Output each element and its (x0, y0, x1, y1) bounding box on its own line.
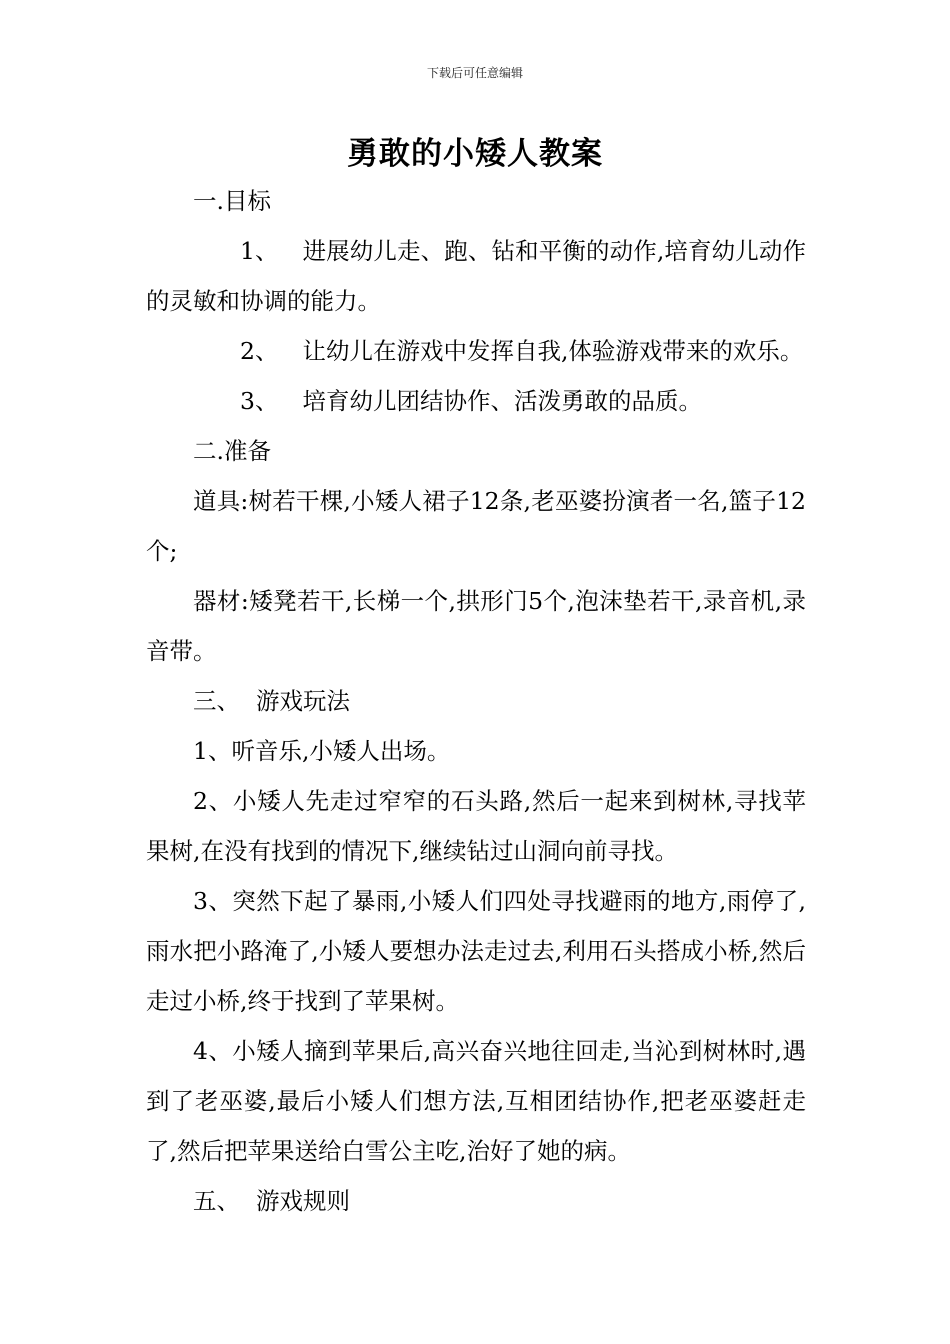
goal-item-1-number: 1、 (240, 237, 279, 265)
section-5-text: 游戏规则 (256, 1187, 350, 1215)
gameplay-step-1: 1、听音乐,小矮人出场。 (193, 737, 451, 765)
equipment-paragraph: 器材:矮凳若干,长梯一个,拱形门5个,泡沫垫若干,录音机,录音带。 (146, 587, 806, 665)
section-3-text: 游戏玩法 (256, 687, 350, 715)
document-title: 勇敢的小矮人教案 (347, 136, 603, 172)
section-heading-goals: 一.目标 (193, 187, 271, 215)
gameplay-step-3: 3、突然下起了暴雨,小矮人们四处寻找避雨的地方,雨停了,雨水把小路淹了,小矮人要想办法走过去,利用石头搭成小桥,然后走过小桥,终于找到了苹果树。 (146, 887, 806, 1015)
goal-item-2-text: 让幼儿在游戏中发挥自我,体验游戏带来的欢乐。 (302, 337, 804, 365)
props-paragraph: 道具:树若干棵,小矮人裙子12条,老巫婆扮演者一名,篮子12个; (146, 487, 806, 565)
goal-item-3-number: 3、 (240, 387, 279, 415)
goal-item-2-number: 2、 (240, 337, 279, 365)
gameplay-step-4: 4、小矮人摘到苹果后,高兴奋兴地往回走,当沁到树林时,遇到了老巫婆,最后小矮人们想方法,互相团结协作,把老巫婆赶走了,然后把苹果送给白雪公主吃,治好了她的病。 (146, 1037, 806, 1165)
section-heading-rules (146, 1176, 806, 1226)
section-heading-gameplay (146, 676, 806, 726)
section-5-number: 五、 (193, 1187, 240, 1215)
section-3-number: 三、 (193, 687, 240, 715)
page-header: 下载后可任意编辑 (426, 66, 523, 80)
goal-item-3-text: 培育幼儿团结协作、活泼勇敢的品质。 (302, 387, 702, 415)
gameplay-step-2: 2、小矮人先走过窄窄的石头路,然后一起来到树林,寻找苹果树,在没有找到的情况下,继续钻过山洞向前寻找。 (146, 787, 806, 865)
section-heading-preparation: 二.准备 (193, 437, 271, 465)
goal-item-1 (146, 226, 806, 326)
goal-item-3 (146, 376, 806, 426)
goal-item-2 (146, 326, 806, 376)
document-body (146, 176, 806, 1226)
goal-item-1-text: 进展幼儿走、跑、钻和平衡的动作,培育幼儿动作的灵敏和协调的能力。 (146, 237, 806, 315)
